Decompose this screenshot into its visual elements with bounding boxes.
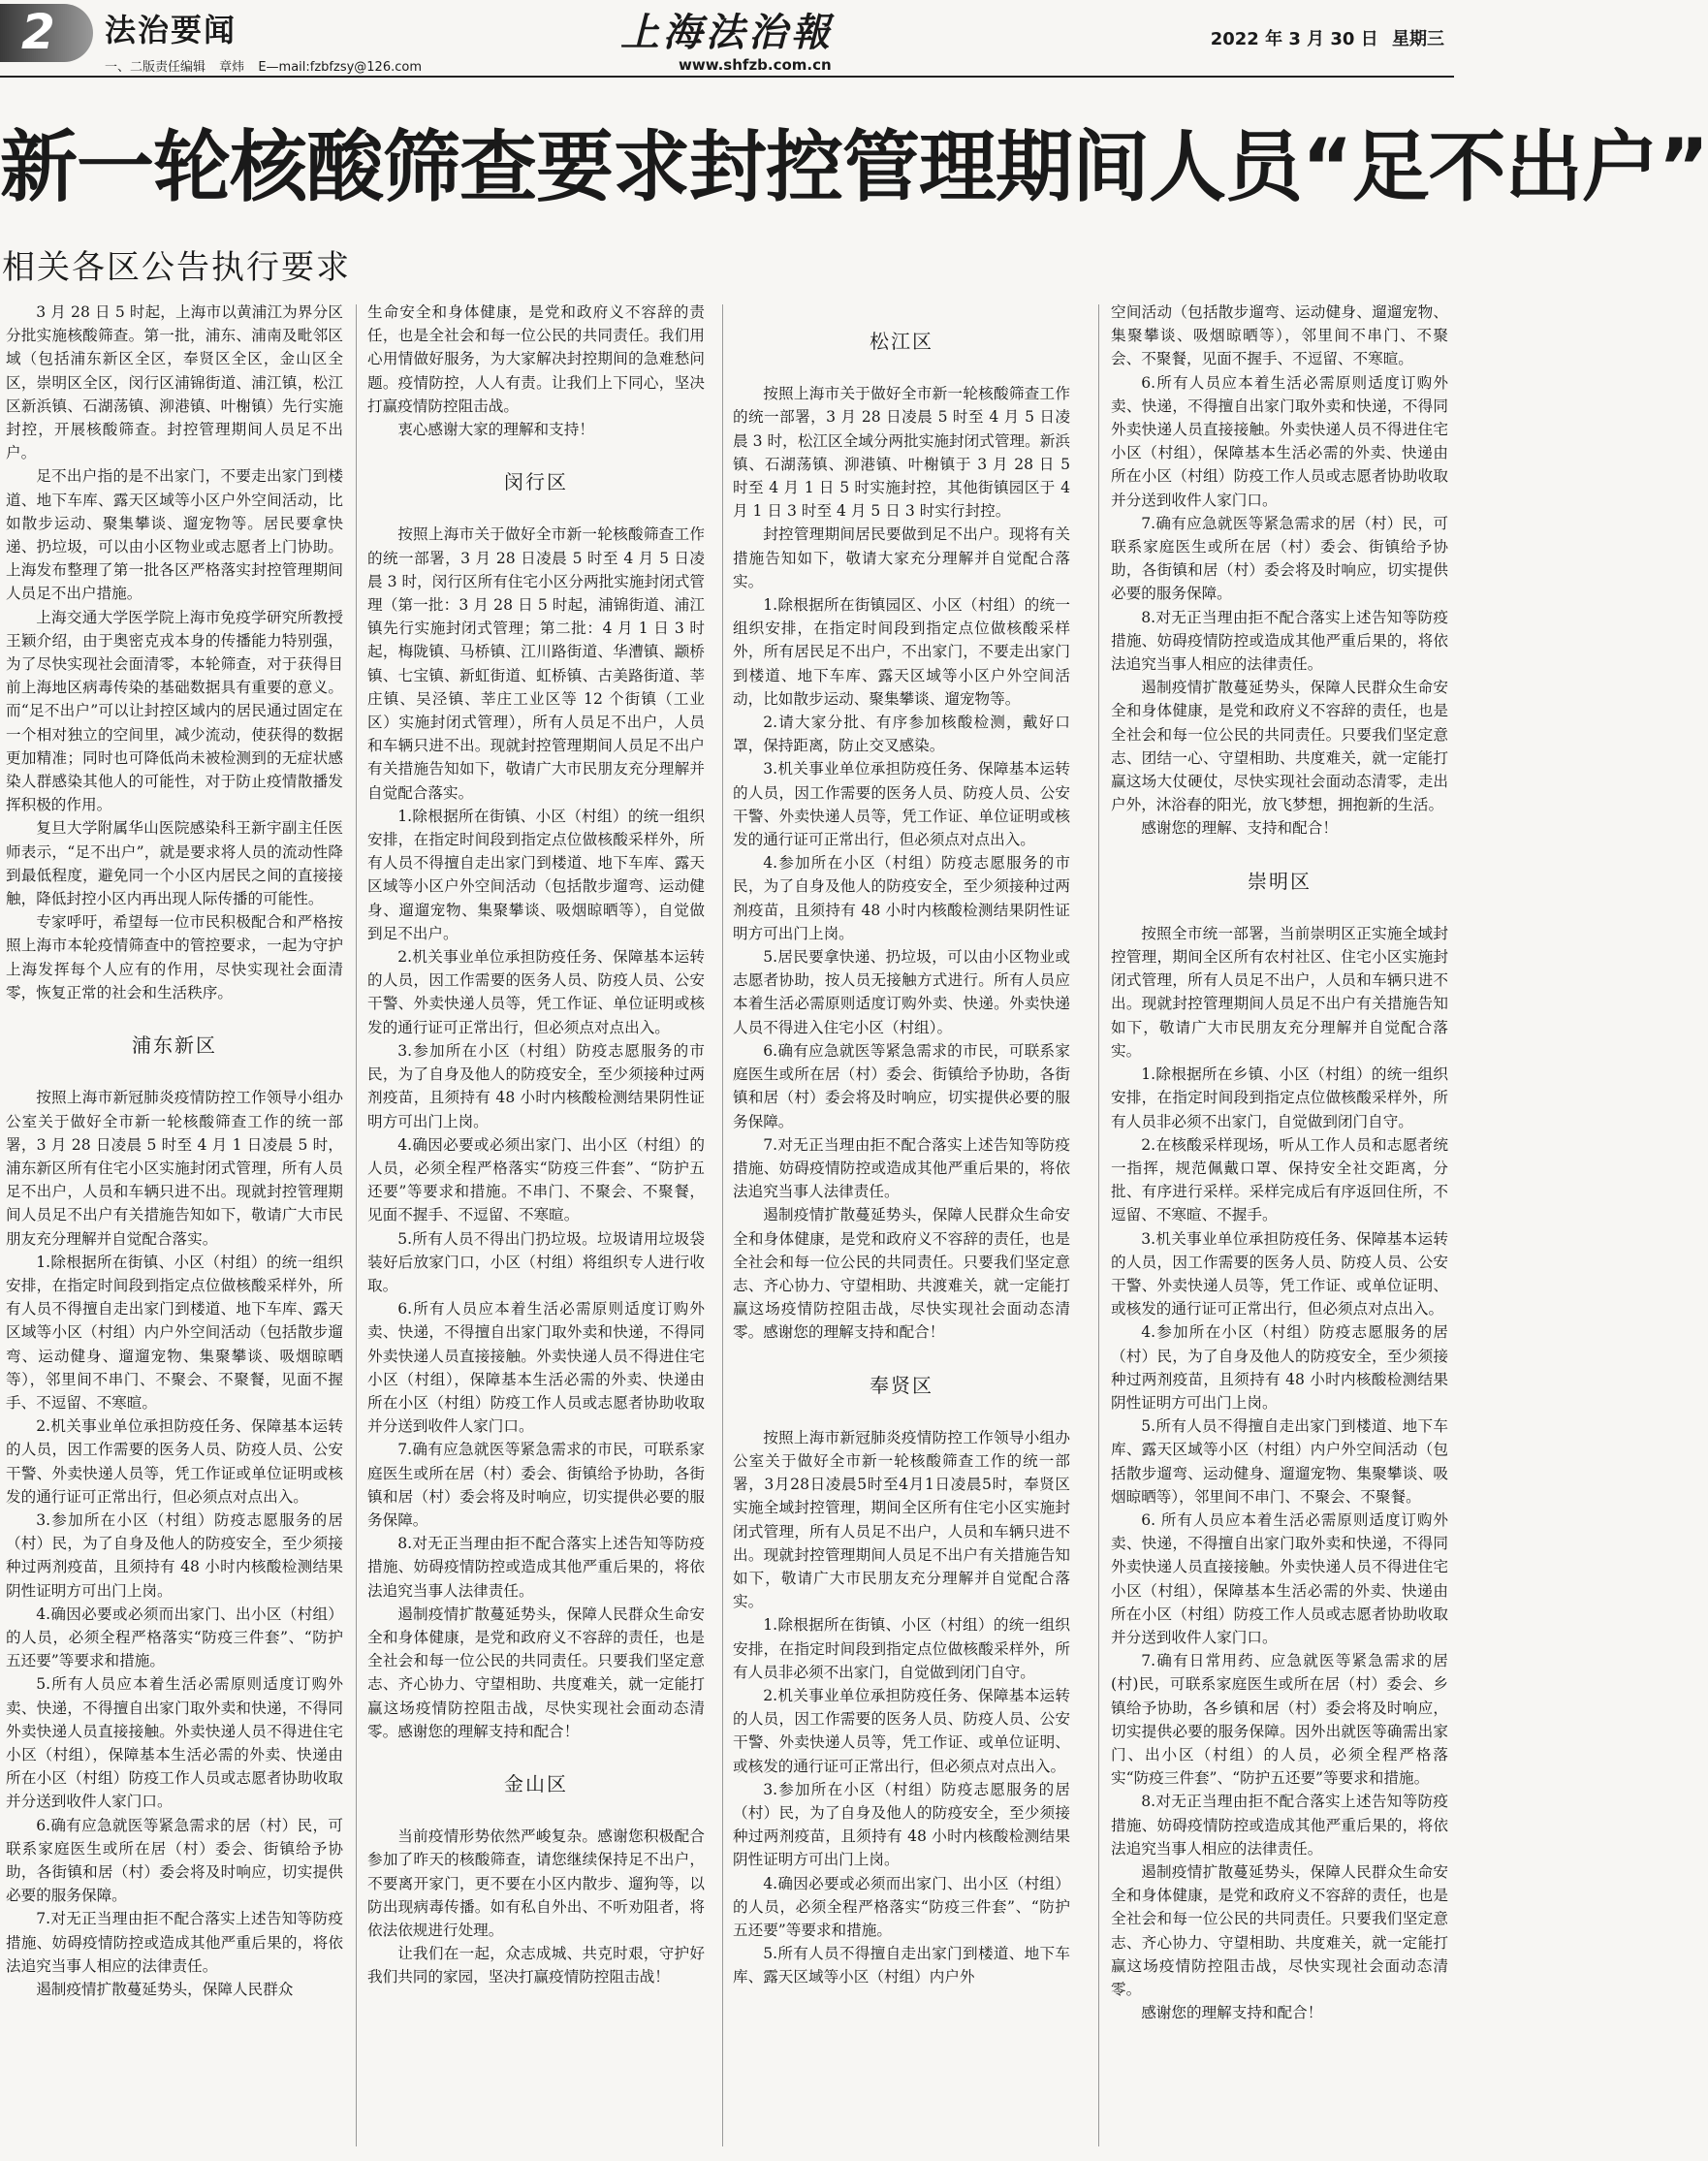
paragraph: 5.所有人员应本着生活必需原则适度订购外卖、快递，不得擅自出家门取外卖和快递，不得同外卖快递人员直接接触。外卖快递人员不得进住宅小区（村组），保障基本生活必需的外卖、快递由所在小区（村组）防疫工作人员或志愿者协助收取并分送到收件人家门口。: [6, 1675, 343, 1811]
paragraph: 8.对无正当理由拒不配合落实上述告知等防疫措施、妨碍疫情防控或造成其他严重后果的，将依法追究当事人相应的法律责任。: [1111, 608, 1448, 674]
article-columns: [0, 301, 1454, 2161]
paragraph: 7.对无正当理由拒不配合落实上述告知等防疫措施、妨碍疫情防控或造成其他严重后果的，将依法追究当事人法律责任。: [733, 1135, 1070, 1201]
paragraph: 6. 所有人员应本着生活必需原则适度订购外卖、快递，不得擅自出家门取外卖和快递，不得同外卖快递人员直接接触。外卖快递人员不得进住宅小区（村组），保障基本生活必需的外卖、快递由所在小区（村组）防疫工作人员或志愿者协助收取并分送到收件人家门口。: [1111, 1510, 1448, 1646]
column-divider: [722, 304, 723, 2146]
paragraph: 2.机关事业单位承担防疫任务、保障基本运转的人员，因工作需要的医务人员、防疫人员、公安干警、外卖快递人员等，凭工作证或单位证明或核发的通行证可正常出行，但必须点对点出入。: [6, 1417, 343, 1506]
paragraph: 3.参加所在小区（村组）防疫志愿服务的居（村）民，为了自身及他人的防疫安全，至少须接种过两剂疫苗，且须持有 48 小时内核酸检测结果阴性证明方可出门上岗。: [733, 1780, 1070, 1869]
paragraph: 生命安全和身体健康，是党和政府义不容辞的责任，也是全社会和每一位公民的共同责任。我们用心用情做好服务，为大家解决封控期间的急难愁问题。疫情防控，人人有责。让我们上下同心，坚决打赢疫情防控阻击战。: [367, 303, 705, 415]
paragraph: 遏制疫情扩散蔓延势头，保障人民群众生命安全和身体健康，是党和政府义不容辞的责任，也是全社会和每一位公民的共同责任。只要我们坚定意志、齐心协力、守望相助、共度难关，就一定能打赢这场疫情防控阻击战，尽快实现社会面动态清零。: [1111, 1863, 1448, 1999]
editor-name: 章炜: [219, 60, 245, 75]
page-number-badge: [0, 4, 93, 62]
paragraph: 按照上海市新冠肺炎疫情防控工作领导小组办公室关于做好全市新一轮核酸筛查工作的统一部署，3 月 28 日凌晨 5 时至 4 月 1 日凌晨 5 时，浦东新区所有住宅小区实施封闭式管理，所有人员足不出户，人员和车辆只进不出。现就封控管理期间人员足不出户有关措施告知如下，敬请广大市民朋友充分理解并自觉配合落实。: [6, 1089, 343, 1248]
paragraph: 3.参加所在小区（村组）防疫志愿服务的市民，为了自身及他人的防疫安全，至少须接种过两剂疫苗，且须持有 48 小时内核酸检测结果阴性证明方可出门上岗。: [367, 1041, 705, 1130]
district-heading-songjiang: 松江区: [870, 330, 933, 353]
paragraph: 6.所有人员应本着生活必需原则适度订购外卖、快递，不得擅自出家门取外卖和快递，不得同外卖快递人员直接接触。外卖快递人员不得进住宅小区（村组），保障基本生活必需的外卖、快递由所在小区（村组）防疫工作人员或志愿者协助收取并分送到收件人家门口。: [367, 1300, 705, 1436]
masthead-rule: [0, 76, 1454, 78]
paragraph: 8.对无正当理由拒不配合落实上述告知等防疫措施、妨碍疫情防控或造成其他严重后果的，将依法追究当事人相应的法律责任。: [1111, 1793, 1448, 1858]
paragraph: 1.除根据所在街镇园区、小区（村组）的统一组织安排，在指定时间段到指定点位做核酸采样外，所有居民足不出户，不出家门，不要走出家门到楼道、地下车库、露天区域等小区户外空间活动，比如散步运动、聚集攀谈、遛宠物等。: [733, 596, 1070, 708]
paper-url: www.shfzb.com.cn: [679, 56, 832, 74]
paragraph: 复旦大学附属华山医院感染科王新宇副主任医师表示，“足不出户”，就是要求将人员的流动性降到最低程度，避免同一个小区内居民之间的直接接触，降低封控小区内再出现人际传播的可能性。: [6, 819, 343, 908]
paragraph: 遏制疫情扩散蔓延势头，保障人民群众生命安全和身体健康，是党和政府义不容辞的责任，也是全社会和每一位公民的共同责任。只要我们坚定意志、齐心协力、守望相助、共度难关，就一定能打赢这场疫情防控阻击战，尽快实现社会面动态清零。感谢您的理解支持和配合！: [367, 1605, 705, 1740]
column-divider: [356, 304, 357, 2146]
paragraph: 6.所有人员应本着生活必需原则适度订购外卖、快递，不得擅自出家门取外卖和快递，不得同外卖快递人员直接接触。外卖快递人员不得进住宅小区（村组），保障基本生活必需的外卖、快递由所在小区（村组）防疫工作人员或志愿者协助收取并分送到收件人家门口。: [1111, 373, 1448, 509]
editor-role: 一、二版责任编辑: [105, 60, 206, 75]
paragraph: 按照上海市关于做好全市新一轮核酸筛查工作的统一部署，3 月 28 日凌晨 5 时至 4 月 5 日凌晨 3 时，闵行区所有住宅小区分两批实施封闭式管理（第一批：3 月 28 日 5 时起，浦锦街道、浦江镇先行实施封闭式管理；第二批：4 月 1 日 3 时起，梅陇镇、马桥镇、江川路街道、华漕镇、颛桥镇、七宝镇、新虹街道、虹桥镇、古美路街道、莘庄镇、吴泾镇、莘庄工业区等 12 个街镇（工业区）实施封闭式管理），所有人员足不出户，人员和车辆只进不出。现就封控管理期间人员足不出户有关措施告知如下，敬请广大市民朋友充分理解并自觉配合落实。: [367, 525, 705, 802]
paragraph: 5.所有人员不得出门扔垃圾。垃圾请用垃圾袋装好后放家门口，小区（村组）将组织专人进行收取。: [367, 1229, 705, 1294]
paragraph: 3.参加所在小区（村组）防疫志愿服务的居（村）民，为了自身及他人的防疫安全，至少须接种过两剂疫苗，且须持有 48 小时内核酸检测结果阴性证明方可出门上岗。: [6, 1510, 343, 1600]
paragraph: 遏制疫情扩散蔓延势头，保障人民群众生命安全和身体健康，是党和政府义不容辞的责任，也是全社会和每一位公民的共同责任。只要我们坚定意志、团结一心、守望相助、共度难关，就一定能打赢这场大仗硬仗，尽快实现社会面动态清零，走出户外，沐浴春的阳光，放飞梦想，拥抱新的生活。: [1111, 679, 1448, 814]
paragraph: 7.确有应急就医等紧急需求的居（村）民，可联系家庭医生或所在居（村）委会、街镇给予协助，各街镇和居（村）委会将及时响应，切实提供必要的服务保障。: [1111, 514, 1448, 603]
subheadline: 相关各区公告执行要求: [2, 248, 351, 287]
column-4: [1111, 301, 1448, 2157]
paragraph: 感谢您的理解支持和配合！: [1141, 2004, 1323, 2022]
paragraph: 7.确有日常用药、应急就医等紧急需求的居(村)民，可联系家庭医生或所在居（村）委会、乡镇给予协助，各乡镇和居（村）委会将及时响应，切实提供必要的服务保障。因外出就医等确需出家门、出小区（村组）的人员，必须全程严格落实“防疫三件套”、“防护五还要”等要求和措施。: [1111, 1652, 1448, 1788]
column-1: [6, 301, 343, 2157]
district-heading-fengxian: 奉贤区: [870, 1373, 933, 1397]
paragraph: 遏制疫情扩散蔓延势头，保障人民群众生命安全和身体健康，是党和政府义不容辞的责任，也是全社会和每一位公民的共同责任。只要我们坚定意志、齐心协力、守望相助、共渡难关，就一定能打赢这场疫情防控阻击战，尽快实现社会面动态清零。感谢您的理解支持和配合！: [733, 1206, 1070, 1342]
paragraph: 专家呼吁，希望每一位市民积极配合和严格按照上海市本轮疫情筛查中的管控要求，一起为守护上海发挥每个人应有的作用，尽快实现社会面清零，恢复正常的社会和生活秩序。: [6, 913, 343, 1001]
masthead: [0, 0, 1454, 97]
paragraph: 让我们在一起，众志成城、共克时艰，守护好我们共同的家园，坚决打赢疫情防控阻击战！: [367, 1945, 705, 1986]
paragraph: 6.确有应急就医等紧急需求的市民，可联系家庭医生或所在居（村）委会、街镇给予协助，各街镇和居（村）委会将及时响应，切实提供必要的服务保障。: [733, 1041, 1070, 1130]
paragraph: 6.确有应急就医等紧急需求的居（村）民，可联系家庭医生或所在居（村）委会、街镇给予协助，各街镇和居（村）委会将及时响应，切实提供必要的服务保障。: [6, 1816, 343, 1905]
paragraph: 3.机关事业单位承担防疫任务、保障基本运转的人员，因工作需要的医务人员、防疫人员、公安干警、外卖快递人员等，凭工作证、单位证明或核发的通行证可正常出行，但必须点对点出入。: [733, 760, 1070, 849]
paragraph: 感谢您的理解、支持和配合！: [1141, 819, 1338, 838]
paper-logo: 上海法治報: [620, 10, 834, 55]
district-heading-pudong: 浦东新区: [132, 1033, 217, 1058]
paragraph: 3 月 28 日 5 时起，上海市以黄浦江为界分区分批实施核酸筛查。第一批，浦东、浦南及毗邻区域（包括浦东新区全区，奉贤区全区，金山区全区，崇明区全区，闵行区浦锦街道、浦江镇，松江区新浜镇、石湖荡镇、泖港镇、叶榭镇）先行实施封控，开展核酸筛查。封控管理期间人员足不出户。: [6, 303, 343, 462]
paragraph: 遏制疫情扩散蔓延势头，保障人民群众: [36, 1981, 294, 1999]
paragraph: 4.确因必要或必须而出家门、出小区（村组）的人员，必须全程严格落实“防疫三件套”、“防护五还要”等要求和措施。: [6, 1605, 343, 1670]
paragraph: 5.所有人员不得擅自走出家门到楼道、地下车库、露天区域等小区（村组）内户外空间活动（包括散步遛弯、运动健身、遛遛宠物、集聚攀谈、吸烟晾晒等），邻里间不串门、不聚会、不聚餐。: [1111, 1417, 1448, 1506]
paragraph: 足不出户指的是不出家门，不要走出家门到楼道、地下车库、露天区域等小区户外空间活动，比如散步运动、聚集攀谈、遛宠物等。居民要拿快递、扔垃圾，可以由小区物业或志愿者上门协助。上海发布整理了第一批各区严格落实封控管理期间人员足不出户措施。: [6, 467, 343, 603]
paragraph: 4.参加所在小区（村组）防疫志愿服务的居（村）民，为了自身及他人的防疫安全，至少须接种过两剂疫苗，且须持有 48 小时内核酸检测结果阴性证明方可出门上岗。: [1111, 1323, 1448, 1412]
paragraph: 按照全市统一部署，当前崇明区正实施全域封控管理，期间全区所有农村社区、住宅小区实施封闭式管理，所有人员足不出户，人员和车辆只进不出。现就封控管理期间人员足不出户有关措施告知如下，敬请广大市民朋友充分理解并自觉配合落实。: [1111, 924, 1448, 1060]
page-number: 2: [21, 4, 55, 60]
paragraph: 封控管理期间居民要做到足不出户。现将有关措施告知如下，敬请大家充分理解并自觉配合落实。: [733, 525, 1070, 590]
district-heading-chongming: 崇明区: [1248, 869, 1312, 893]
paragraph: 4.参加所在小区（村组）防疫志愿服务的市民，为了自身及他人的防疫安全，至少须接种过两剂疫苗，且须持有 48 小时内核酸检测结果阴性证明方可出门上岗。: [733, 854, 1070, 942]
section-name: 法治要闻: [105, 12, 237, 48]
paragraph: 2.机关事业单位承担防疫任务、保障基本运转的人员，因工作需要的医务人员、防疫人员、公安干警、外卖快递人员等，凭工作证、或单位证明、或核发的通行证可正常出行，但必须点对点出入。: [733, 1686, 1070, 1775]
paragraph: 5.所有人员不得擅自走出家门到楼道、地下车库、露天区域等小区（村组）内户外: [733, 1945, 1070, 1986]
publication-date: [1203, 25, 1444, 50]
paragraph: 4.确因必要或必须而出家门、出小区（村组）的人员，必须全程严格落实“防疫三件套”、“防护五还要”等要求和措施。: [733, 1874, 1070, 1939]
editor-info: [105, 56, 431, 75]
headline: 新一轮核酸筛查要求封控管理期间人员“足不出户”: [0, 122, 1708, 212]
column-3: [733, 301, 1070, 2157]
paragraph: 1.除根据所在街镇、小区（村组）的统一组织安排，在指定时间段到指定点位做核酸采样外，所有人员非必须不出家门，自觉做到闭门自守。: [733, 1616, 1070, 1681]
paragraph: 上海交通大学医学院上海市免疫学研究所教授王颖介绍，由于奥密克戎本身的传播能力特别强，为了尽快实现社会面清零，本轮筛查，对于获得目前上海地区病毒传染的基础数据具有重要的意义。而“足不出户”可以让封控区域内的居民通过固定在一个相对独立的空间里，减少流动，使获得的数据更加精准；同时也可降低尚未被检测到的无症状感染人群感染其他人的可能性，对于防止疫情散播发挥积极的作用。: [6, 608, 343, 814]
column-divider: [1098, 304, 1099, 2146]
date-text: 2022 年 3 月 30 日: [1210, 29, 1378, 49]
column-2: [367, 301, 705, 2157]
paragraph: 空间活动（包括散步遛弯、运动健身、遛遛宠物、集聚攀谈、吸烟晾晒等），邻里间不串门、不聚会、不聚餐，见面不握手、不逗留、不寒暄。: [1111, 303, 1448, 368]
district-heading-minhang: 闵行区: [504, 470, 568, 494]
paragraph: 2.在核酸采样现场，听从工作人员和志愿者统一指挥，规范佩戴口罩、保持安全社交距离，分批、有序进行采样。采样完成后有序返回住所，不逗留、不寒暄、不握手。: [1111, 1135, 1448, 1224]
paragraph: 2.请大家分批、有序参加核酸检测，戴好口罩，保持距离，防止交叉感染。: [733, 714, 1070, 755]
paragraph: 8.对无正当理由拒不配合落实上述告知等防疫措施、妨碍疫情防控或造成其他严重后果的，将依法追究当事人法律责任。: [367, 1535, 705, 1600]
paragraph: 7.对无正当理由拒不配合落实上述告知等防疫措施、妨碍疫情防控或造成其他严重后果的，将依法追究当事人相应的法律责任。: [6, 1910, 343, 1975]
paragraph: 按照上海市新冠肺炎疫情防控工作领导小组办公室关于做好全市新一轮核酸筛查工作的统一部署，3月28日凌晨5时至4月1日凌晨5时，奉贤区实施全域封控管理，期间全区所有住宅小区实施封闭式管理，所有人员足不出户，人员和车辆只进不出。现就封控管理期间人员足不出户有关措施告知如下，敬请广大市民朋友充分理解并自觉配合落实。: [733, 1428, 1070, 1611]
weekday-text: 星期三: [1392, 29, 1444, 49]
paragraph: 衷心感谢大家的理解和支持！: [397, 421, 594, 439]
editor-email: E—mail:fzbfzsy@126.com: [258, 60, 422, 75]
paragraph: 按照上海市关于做好全市新一轮核酸筛查工作的统一部署，3 月 28 日凌晨 5 时至 4 月 5 日凌晨 3 时，松江区全域分两批实施封闭式管理。新浜镇、石湖荡镇、泖港镇、叶榭镇于 3 月 28 日 5 时至 4 月 1 日 5 时实施封控，其他街镇园区于 4 月 1 日 3 时至 4 月 5 日 3 时实行封控。: [733, 385, 1070, 521]
paragraph: 当前疫情形势依然严峻复杂。感谢您积极配合参加了昨天的核酸筛查，请您继续保持足不出户，不要离开家门，更不要在小区内散步、遛狗等，以防出现病毒传播。如有私自外出、不听劝阻者，将依法依规进行处理。: [367, 1827, 705, 1939]
paragraph: 2.机关事业单位承担防疫任务、保障基本运转的人员，因工作需要的医务人员、防疫人员、公安干警、外卖快递人员等，凭工作证、单位证明或核发的通行证可正常出行，但必须点对点出入。: [367, 948, 705, 1036]
district-heading-jinshan: 金山区: [504, 1771, 568, 1796]
paragraph: 3.机关事业单位承担防疫任务、保障基本运转的人员，因工作需要的医务人员、防疫人员、公安干警、外卖快递人员等，凭工作证、或单位证明、或核发的通行证可正常出行，但必须点对点出入。: [1111, 1229, 1448, 1319]
paragraph: 4.确因必要或必须出家门、出小区（村组）的人员，必须全程严格落实“防疫三件套”、“防护五还要”等要求和措施。不串门、不聚会、不聚餐，见面不握手、不逗留、不寒暄。: [367, 1135, 705, 1224]
paragraph: 1.除根据所在街镇、小区（村组）的统一组织安排，在指定时间段到指定点位做核酸采样外，所有人员不得擅自走出家门到楼道、地下车库、露天区域等小区户外空间活动（包括散步遛弯、运动健身、遛遛宠物、集聚攀谈、吸烟晾晒等），自觉做到足不出户。: [367, 807, 705, 942]
paragraph: 1.除根据所在街镇、小区（村组）的统一组织安排，在指定时间段到指定点位做核酸采样外，所有人员不得擅自走出家门到楼道、地下车库、露天区域等小区（村组）内户外空间活动（包括散步遛弯、运动健身、遛遛宠物、集聚攀谈、吸烟晾晒等），邻里间不串门、不聚会、不聚餐，见面不握手、不逗留、不寒暄。: [6, 1253, 343, 1412]
paragraph: 5.居民要拿快递、扔垃圾，可以由小区物业或志愿者协助，按人员无接触方式进行。所有人员应本着生活必需原则适度订购外卖、快递。外卖快递人员不得进入住宅小区（村组）。: [733, 948, 1070, 1036]
paragraph: 7.确有应急就医等紧急需求的市民，可联系家庭医生或所在居（村）委会、街镇给予协助，各街镇和居（村）委会将及时响应，切实提供必要的服务保障。: [367, 1441, 705, 1529]
paragraph: 1.除根据所在乡镇、小区（村组）的统一组织安排，在指定时间段到指定点位做核酸采样外，所有人员非必须不出家门，自觉做到闭门自守。: [1111, 1065, 1448, 1130]
